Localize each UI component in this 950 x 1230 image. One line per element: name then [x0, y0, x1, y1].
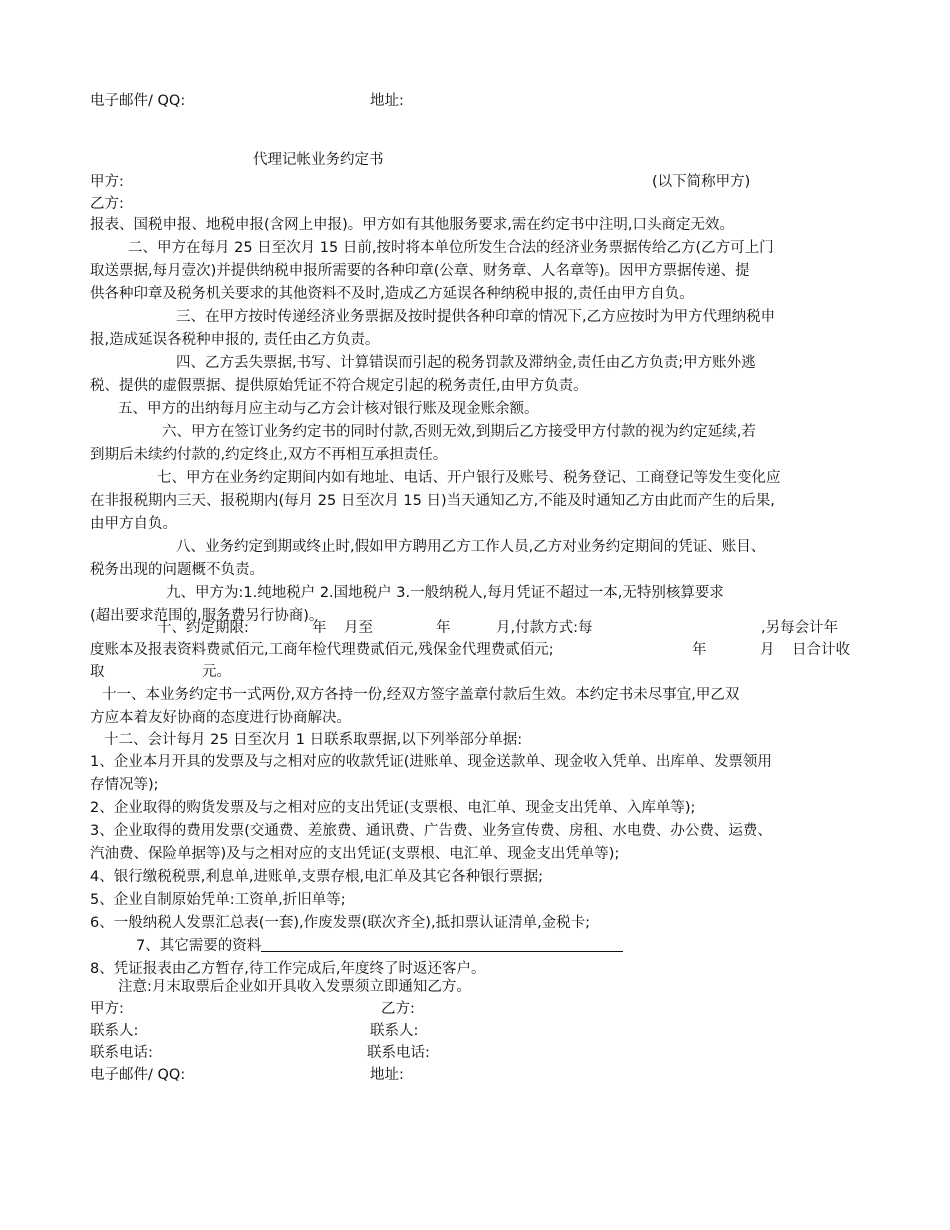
term-extra: ,另每会计年	[761, 620, 839, 636]
other-materials-blank-line	[261, 936, 623, 952]
document-item: 3、企业取得的费用发票(交通费、差旅费、通讯费、广告费、业务宣传费、房租、水电费、办公费、运费、	[90, 823, 772, 839]
party-a-label: 甲方:	[90, 174, 124, 190]
document-item: 5、企业自制原始凭单:工资单,折旧单等;	[90, 892, 346, 908]
term-year-1: 年	[312, 620, 327, 636]
document-item: 汽油费、保险单据等)及与之相对应的支出凭证(支票根、电汇单、现金支出凭单等);	[90, 846, 620, 862]
document-item: 8、凭证报表由乙方暂存,待工作完成后,年度终了时返还客户。	[90, 961, 486, 977]
top-email-label: 电子邮件/ QQ:	[90, 93, 186, 109]
term-line-2	[90, 639, 870, 661]
clauses-block	[90, 214, 870, 628]
top-contact-row	[90, 90, 870, 112]
documents-list	[90, 751, 870, 981]
party-b-row	[90, 193, 870, 215]
clause-line: 税、提供的虚假票据、提供原始凭证不符合规定引起的税务责任,由甲方负责。	[90, 378, 588, 394]
signature-address-b: 地址:	[370, 1067, 404, 1083]
clause-line: 供各种印章及税务机关要求的其他资料不及时,造成乙方延误各种纳税申报的,责任由甲方自负。	[90, 286, 694, 302]
clause-12: 十二、会计每月 25 日至次月 1 日联系取票据,以下列举部分单据:	[104, 732, 523, 748]
party-a-note: (以下简称甲方)	[652, 174, 751, 190]
term-collect: 取	[90, 664, 105, 680]
signature-parties-row	[90, 998, 870, 1020]
clause-line: 税务出现的问题概不负责。	[90, 562, 264, 578]
document-item: 存情况等);	[90, 777, 159, 793]
signature-phones-row	[90, 1042, 870, 1064]
document-item: 6、一般纳税人发票汇总表(一套),作废发票(联次齐全),抵扣票认证清单,金税卡;	[90, 915, 591, 931]
clause-line: 七、甲方在业务约定期间内如有地址、电话、开户银行及账号、税务登记、工商登记等发生变化应	[157, 470, 781, 486]
term-year-3: 年	[692, 642, 707, 658]
signature-party-a: 甲方:	[90, 1001, 124, 1017]
term-line-1	[90, 617, 870, 639]
clause-line: 二、甲方在每月 25 日至次月 15 日前,按时将本单位所发生合法的经济业务票据传给乙方(乙方可上门	[128, 240, 774, 256]
note: 注意:月末取票后企业如开具收入发票须立即通知乙方。	[118, 979, 471, 995]
signature-contact-b: 联系人:	[370, 1023, 419, 1039]
term-line-3	[90, 661, 870, 683]
document-title: 代理记帐业务约定书	[253, 152, 384, 168]
term-day-total: 日合计收	[792, 642, 850, 658]
clause-line: 到期后未续约付款的,约定终止,双方不再相互承担责任。	[90, 447, 448, 463]
term-lead: 十、约定期限:	[157, 620, 249, 636]
clause-line: 在非报税期内三天、报税期内(每月 25 日至次月 15 日)当天通知乙方,不能及时通知乙方由此而产生的后果,	[90, 493, 775, 509]
signature-contacts-row	[90, 1020, 870, 1042]
top-address-label: 地址:	[370, 93, 404, 109]
party-a-row	[90, 171, 870, 193]
signature-phone-b: 联系电话:	[367, 1045, 430, 1061]
document-item: 2、企业取得的购货发票及与之相对应的支出凭证(支票根、电汇单、现金支出凭单、入库单等);	[90, 800, 696, 816]
clause-11-line: 方应本着友好协商的态度进行协商解决。	[90, 710, 351, 726]
signature-party-b: 乙方:	[381, 1001, 415, 1017]
clause-line: (超出要求范围的,服务费另行协商)。	[90, 608, 324, 624]
document-item: 1、企业本月开具的发票及与之相对应的收款凭证(进账单、现金送款单、现金收入凭单、出库单、发票领用	[90, 754, 772, 770]
clause-line: 三、在甲方按时传递经济业务票据及按时提供各种印章的情况下,乙方应按时为甲方代理纳税申	[176, 309, 776, 325]
clause-line: 报,造成延误各税种申报的, 责任由乙方负责。	[90, 332, 380, 348]
term-yuan: 元。	[202, 664, 231, 680]
document-item-other	[90, 935, 870, 958]
term-year-2: 年	[436, 620, 451, 636]
term-month-3: 月	[760, 642, 775, 658]
clause-line: 九、甲方为:1.纯地税户 2.国地税户 3.一般纳税人,每月凭证不超过一本,无特别核算要求	[166, 585, 724, 601]
clause-line: 四、乙方丢失票据,书写、计算错误而引起的税务罚款及滞纳金,责任由乙方负责;甲方账外逃	[176, 355, 756, 371]
clause-line: 报表、国税申报、地税申报(含网上申报)。甲方如有其他服务要求,需在约定书中注明,口头商定无效。	[90, 217, 735, 233]
clause-11-line: 十一、本业务约定书一式两份,双方各持一份,经双方签字盖章付款后生效。本约定书未尽事宜,甲乙双	[102, 687, 740, 703]
term-month-to: 月至	[344, 620, 373, 636]
signature-phone-a: 联系电话:	[90, 1045, 153, 1061]
clause-11-block	[90, 684, 870, 730]
signature-email-a: 电子邮件/ QQ:	[90, 1067, 186, 1083]
clause-line: 五、甲方的出纳每月应主动与乙方会计核对银行账及现金账余额。	[118, 401, 539, 417]
party-b-label: 乙方:	[90, 196, 124, 212]
term-month-pay: 月,付款方式:每	[496, 620, 593, 636]
clause-line: 六、甲方在签订业务约定书的同时付款,否则无效,到期后乙方接受甲方付款的视为约定延续,若	[162, 424, 756, 440]
term-fees: 度账本及报表资料费贰佰元,工商年检代理费贰佰元,残保金代理费贰佰元;	[90, 642, 554, 658]
signature-email-address-row	[90, 1064, 870, 1086]
document-item-other-label: 7、其它需要的资料	[136, 938, 262, 954]
clause-line: 八、业务约定到期或终止时,假如甲方聘用乙方工作人员,乙方对业务约定期间的凭证、账目、	[176, 539, 766, 555]
document-item: 4、银行缴税税票,利息单,进账单,支票存根,电汇单及其它各种银行票据;	[90, 869, 544, 885]
clause-line: 由甲方自负。	[90, 516, 177, 532]
clause-line: 取送票据,每月壹次)并提供纳税申报所需要的各种印章(公章、财务章、人名章等)。因甲方票据传递、提	[90, 263, 750, 279]
signature-contact-a: 联系人:	[90, 1023, 139, 1039]
